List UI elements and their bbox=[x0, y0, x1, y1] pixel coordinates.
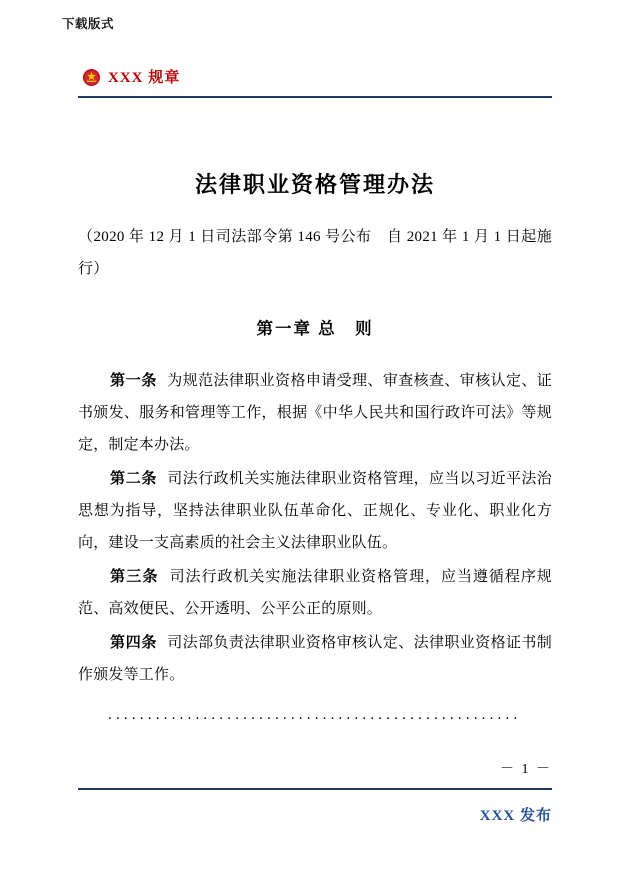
header-label: XXX 规章 bbox=[108, 70, 181, 86]
footer-divider bbox=[78, 788, 552, 790]
truncation-dots: .................................................... bbox=[108, 707, 522, 723]
document-footer bbox=[78, 758, 552, 825]
article-number: 第一条 bbox=[110, 373, 158, 389]
page-title: 法律职业资格管理办法 bbox=[194, 172, 435, 197]
download-format-label: 下载版式 bbox=[62, 17, 115, 31]
article-paragraph bbox=[78, 463, 552, 559]
article-number: 第二条 bbox=[110, 471, 158, 487]
promulgation-note: （2020 年 12 月 1 日司法部令第 146 号公布 自 2021 年 1 月 1 日起施行） bbox=[78, 229, 552, 277]
article-paragraph bbox=[78, 627, 552, 691]
national-emblem-icon bbox=[82, 68, 101, 87]
article-text: 司法部负责法律职业资格审核认定、法律职业资格证书制作颁发等工作。 bbox=[78, 635, 552, 683]
article-paragraph bbox=[78, 365, 552, 461]
article-number: 第四条 bbox=[110, 635, 158, 651]
article-text: 司法行政机关实施法律职业资格管理，应当遵循程序规范、高效便民、公开透明、公平公正的原则。 bbox=[78, 569, 552, 617]
article-number: 第三条 bbox=[110, 569, 159, 585]
article-text: 为规范法律职业资格申请受理、审查核查、审核认定、证书颁发、服务和管理等工作，根据《中华人民共和国行政许可法》等规定，制定本办法。 bbox=[78, 373, 552, 453]
page-number: － 1 － bbox=[500, 762, 552, 777]
article-paragraph bbox=[78, 561, 552, 625]
header-divider bbox=[78, 96, 552, 98]
issuer-label: XXX 发布 bbox=[479, 808, 552, 824]
chapter-heading: 第一章 总 则 bbox=[256, 319, 374, 338]
document-body bbox=[78, 150, 552, 724]
document-header bbox=[78, 66, 552, 106]
article-text: 司法行政机关实施法律职业资格管理，应当以习近平法治思想为指导，坚持法律职业队伍革命化、正规化、专业化、职业化方向，建设一支高素质的社会主义法律职业队伍。 bbox=[78, 471, 552, 551]
